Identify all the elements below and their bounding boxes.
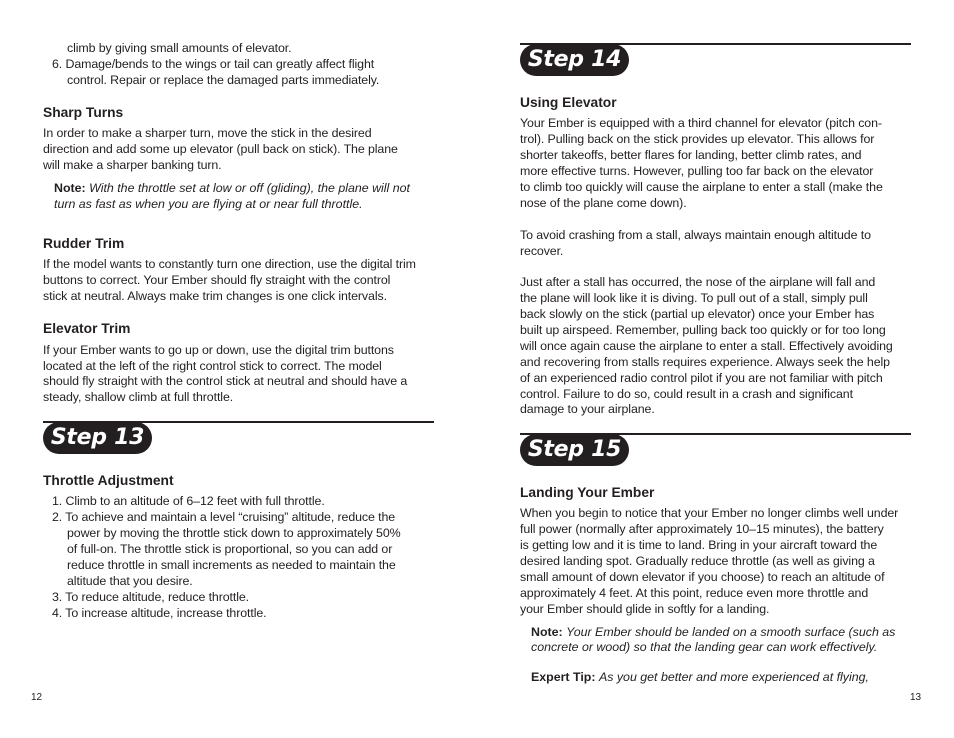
rudder-trim-heading: Rudder Trim bbox=[43, 236, 125, 251]
landing-note bbox=[531, 624, 895, 640]
elevator-trim-line: If your Ember wants to go up or down, use the digital trim buttons bbox=[43, 343, 394, 357]
rudder-trim-line: stick at neutral. Always make trim changes is one click intervals. bbox=[43, 289, 387, 303]
stall-recover-line: To avoid crashing from a stall, always maintain enough altitude to bbox=[520, 228, 871, 242]
landing-line: is getting low and it is time to land. Bring in your aircraft toward the bbox=[520, 538, 878, 552]
rudder-trim-line: If the model wants to constantly turn one direction, use the digital trim bbox=[43, 257, 416, 271]
landing-line: full power (normally after approximately 10–15 minutes), the battery bbox=[520, 522, 884, 536]
throttle-line: 3. To reduce altitude, reduce throttle. bbox=[52, 590, 249, 604]
throttle-line: of full-on. The throttle stick is proportional, so you can add or bbox=[67, 542, 393, 556]
landing-line: approximately 4 feet. At this point, reduce even more throttle and bbox=[520, 586, 869, 600]
landing-line: desired landing spot. Gradually reduce throttle (as well as giving a bbox=[520, 554, 875, 568]
stall-line: and recovering from stalls requires experience. Always seek the help bbox=[520, 355, 890, 369]
throttle-line: reduce throttle in small increments as needed to maintain the bbox=[67, 558, 396, 572]
sharp-turns-line: In order to make a sharper turn, move the stick in the desired bbox=[43, 126, 372, 140]
stall-line: back slowly on the stick (partial up elevator) once your Ember has bbox=[520, 307, 875, 321]
stall-line: built up airspeed. Remember, pulling back too quickly or for too long bbox=[520, 323, 886, 337]
note-text: With the throttle set at low or off (gliding), the plane will not bbox=[89, 181, 410, 195]
sharp-turns-note bbox=[54, 180, 410, 196]
throttle-line: altitude that you desire. bbox=[67, 574, 193, 588]
right-page bbox=[477, 0, 954, 738]
elevator-trim-line: steady, shallow climb at full throttle. bbox=[43, 390, 234, 404]
using-elevator-line: Your Ember is equipped with a third channel for elevator (pitch con- bbox=[520, 116, 882, 130]
using-elevator-line: shorter takeoffs, better flares for landing, better climb rates, and bbox=[520, 148, 862, 162]
landing-line: small amount of down elevator if you choose) to reach an altitude of bbox=[520, 570, 885, 584]
using-elevator-line: nose of the plane come down). bbox=[520, 196, 687, 210]
sharp-turns-note-cont bbox=[54, 196, 363, 212]
landing-line: your Ember should glide in softly for a landing. bbox=[520, 602, 770, 616]
throttle-heading: Throttle Adjustment bbox=[43, 473, 174, 488]
landing-heading: Landing Your Ember bbox=[520, 485, 655, 500]
landing-note-cont bbox=[531, 639, 877, 655]
expert-tip bbox=[531, 669, 869, 685]
step-13-badge: Step 13 bbox=[43, 422, 152, 454]
using-elevator-line: more effective turns. However, pulling too far back on the elevator bbox=[520, 164, 874, 178]
throttle-line: power by moving the throttle stick down to approximately 50% bbox=[67, 526, 401, 540]
using-elevator-line: trol). Pulling back on the stick provides up elevator. This allows for bbox=[520, 132, 875, 146]
stall-line: damage to your airplane. bbox=[520, 402, 655, 416]
note-label: Note: bbox=[54, 181, 86, 195]
continued-line: control. Repair or replace the damaged parts immediately. bbox=[67, 73, 380, 87]
tip-label: Expert Tip: bbox=[531, 670, 596, 684]
note-text: turn as fast as when you are flying at or near full throttle. bbox=[54, 197, 363, 211]
elevator-trim-line: should fly straight with the control stick at neutral and should have a bbox=[43, 374, 408, 388]
stall-line: will once again cause the airplane to enter a stall. Effectively avoiding bbox=[520, 339, 893, 353]
stall-recover-line: recover. bbox=[520, 244, 564, 258]
continued-line: climb by giving small amounts of elevator. bbox=[67, 41, 292, 55]
sharp-turns-heading: Sharp Turns bbox=[43, 105, 124, 120]
sharp-turns-line: direction and add some up elevator (pull back on stick). The plane bbox=[43, 142, 398, 156]
throttle-line: 2. To achieve and maintain a level “cruising” altitude, reduce the bbox=[52, 510, 396, 524]
rudder-trim-line: buttons to correct. Your Ember should fly straight with the control bbox=[43, 273, 391, 287]
continued-line: 6. Damage/bends to the wings or tail can greatly affect flight bbox=[52, 57, 375, 71]
sharp-turns-line: will make a sharper banking turn. bbox=[43, 158, 222, 172]
step-15-badge: Step 15 bbox=[520, 434, 629, 466]
note-label: Note: bbox=[531, 625, 563, 639]
stall-line: control. Failure to do so, could result in a crash and significant bbox=[520, 387, 853, 401]
throttle-line: 1. Climb to an altitude of 6–12 feet with full throttle. bbox=[52, 494, 325, 508]
stall-line: Just after a stall has occurred, the nose of the airplane will fall and bbox=[520, 275, 876, 289]
page-number: 13 bbox=[910, 692, 922, 703]
throttle-line: 4. To increase altitude, increase throttle. bbox=[52, 606, 267, 620]
note-text: concrete or wood) so that the landing gear can work effectively. bbox=[531, 640, 878, 654]
note-text: Your Ember should be landed on a smooth surface (such as bbox=[566, 625, 896, 639]
elevator-trim-heading: Elevator Trim bbox=[43, 321, 131, 336]
elevator-trim-line: located at the left of the right control stick to correct. The model bbox=[43, 359, 382, 373]
step-14-badge: Step 14 bbox=[520, 44, 629, 76]
tip-text: As you get better and more experienced at flying, bbox=[598, 670, 869, 684]
page-number: 12 bbox=[31, 692, 43, 703]
using-elevator-heading: Using Elevator bbox=[520, 95, 617, 110]
using-elevator-line: to climb too quickly will cause the airplane to enter a stall (make the bbox=[520, 180, 883, 194]
stall-line: the plane will look like it is diving. To pull out of a stall, simply pull bbox=[520, 291, 868, 305]
landing-line: When you begin to notice that your Ember no longer climbs well under bbox=[520, 506, 899, 520]
stall-line: of an experienced radio control pilot if you are not familiar with pitch bbox=[520, 371, 883, 385]
